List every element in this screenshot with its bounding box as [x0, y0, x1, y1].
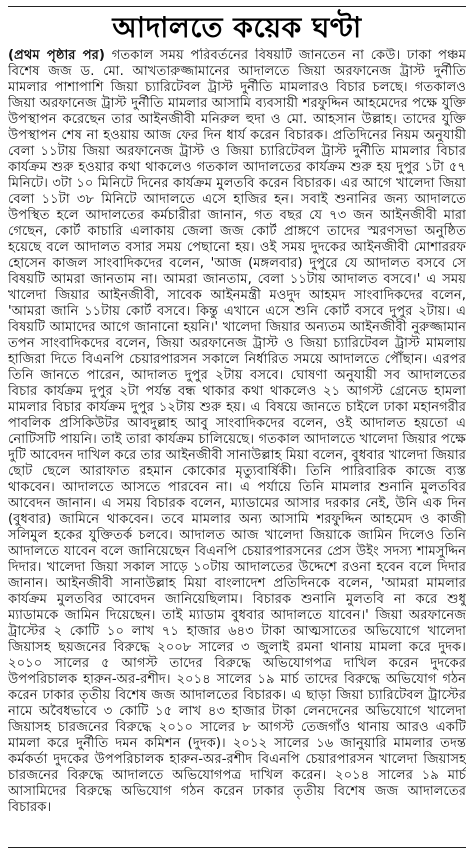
article-body [8, 48, 466, 844]
bottom-rule [8, 847, 466, 848]
continued-from-label: (প্রথম পৃষ্ঠার পর) [8, 48, 105, 63]
top-rule [8, 6, 466, 7]
article-paragraph [8, 48, 466, 816]
article-text: গতকাল সময় পরিবর্তনের বিষয়টি জানতেন না কেউ। ঢাকা পঞ্চম বিশেষ জজ ড. মো. আখতারুজ্জামানের আদালতে জিয়া অরফানেজ ট্রাস্ট দুর্নীতি মামলার পাশাপাশি জিয়া চ্যারিটেবল ট্রাস্ট দুর্নীতি মামলারও বিচার চলছে। গতকালও জিয়া অরফানেজ ট্রাস্ট দুর্নীতি মামলার আসামি ব্যবসায়ী শরফুদ্দিন আহমেদের পক্ষে যুক্তি উপস্থাপন করেছেন তার আইনজীবী মনিরুল হুদা ও মো. আহসান উল্লাহ। তাদের যুক্তি উপস্থাপন শেষ না হওয়ায় আজ ফের দিন ধার্য করেন বিচারক। প্রতিদিনের নিয়ম অনুযায়ী বেলা ১১টায় জিয়া অরফানেজ ট্রাস্ট ও জিয়া চ্যারিটেবল ট্রাস্ট দুর্নীতি মামলার বিচার কার্যক্রম শুরু হওয়ার কথা থাকলেও গতকাল আদালতের কার্যক্রম শুরু হয় দুপুর ১টা ৫৭ মিনিটে। ৩টা ১০ মিনিটে দিনের কার্যক্রম মুলতবি করেন বিচারক। এর আগে খালেদা জিয়া বেলা ১১টা ৩৮ মিনিটে আদালতে এসে হাজির হন। সবাই শুনানির জন্য আদালতে উপস্থিত হলে আদালতের কর্মচারীরা জানান, গত বছর যে ৭৩ জন আইনজীবী মারা গেছেন, কোর্ট কাচারি এলাকায় জেলা জজ কোর্ট প্রাঙ্গণে তাদের স্মরণসভা অনুষ্ঠিত হয়েছে বলে আদালত বসার সময় পেছানো হয়। ওই সময় দুদকের আইনজীবী মোশাররফ হোসেন কাজল সাংবাদিকদের বলেন, 'আজ (মঙ্গলবার) দুপুরে যে আদালত বসবে সে বিষয়টি আমরা জানতাম না। আমরা জানতাম, বেলা ১১টায় আদালত বসবে।' এ সময় খালেদা জিয়ার আইনজীবী, সাবেক আইনমন্ত্রী মওদুদ আহমদ সাংবাদিকদের বলেন, 'আমরা জানি ১১টায় কোর্ট বসবে। কিন্তু এখানে এসে শুনি কোর্ট বসবে দুপুর ২টায়। এ বিষয়টি আমাদের আগে জানানো হয়নি।' খালেদা জিয়ার অন্যতম আইনজীবী নুরুজ্জামান তপন সাংবাদিকদের বলেন, জিয়া অরফানেজ ট্রাস্ট ও জিয়া চ্যারিটেবল ট্রাস্ট মামলায় হাজিরা দিতে বিএনপি চেয়ারপারসন সকালে নির্ধারিত সময়ে আদালতে পৌঁছান। এরপর তিনি জানতে পারেন, আদালত দুপুর ২টায় বসবে। ঘোষণা অনুযায়ী সব আদালতের বিচার কার্যক্রম দুপুর ২টা পর্যন্ত বন্ধ থাকার কথা থাকলেও ২১ আগস্ট গ্রেনেড হামলা মামলার বিচার কার্যক্রম দুপুর ১২টায় শুরু হয়। এ বিষয়ে জানতে চাইলে ঢাকা মহানগরীর পাবলিক প্রসিকিউটর আবদুল্লাহ আবু সাংবাদিকদের বলেন, ওই আদালত হয়তো এ নোটিসটি পায়নি। তাই তারা কার্যক্রম চালিয়েছে। গতকাল আদালতে খালেদা জিয়ার পক্ষে দুটি আবেদন দাখিল করে তার আইনজীবী সানাউল্লাহ মিয়া বলেন, বুধবার খালেদা জিয়ার ছোট ছেলে আরাফাত রহমান কোকোর মৃত্যুবার্ষিকী। তিনি পারিবারিক কাজে ব্যস্ত থাকবেন। আদালতে আসতে পারবেন না। এ পর্যায়ে তিনি মামলার শুনানি মুলতবির আবেদন জানান। এ সময় বিচারক বলেন, ম্যাডামের আসার দরকার নেই, উনি এক দিন (বুধবার) জামিনে থাকবেন। তবে মামলার অন্য আসামি শরফুদ্দিন আহমেদ ও কাজী সলিমুল হকের যুক্তিতর্ক চলবে। আদালত আজ খালেদা জিয়াকে জামিন দিলেও তিনি আদালতে যাবেন বলে জানিয়েছেন বিএনপি চেয়ারপারসনের প্রেস উইং সদস্য শামসুদ্দিন দিদার। খালেদা জিয়া সকাল সাড়ে ১০টায় আদালতের উদ্দেশে রওনা হবেন বলে দিদার জানান। আইনজীবী সানাউল্লাহ মিয়া বাংলাদেশ প্রতিদিনকে বলেন, 'আমরা মামলার কার্যক্রম মুলতবির আবেদন জানিয়েছিলাম। বিচারক শুনানি মুলতবি না করে শুধু ম্যাডামকে জামিন দিয়েছেন। তাই ম্যাডাম বুধবার আদালতে যাবেন।' জিয়া অরফানেজ ট্রাস্টের ২ কোটি ১০ লাখ ৭১ হাজার ৬৪৩ টাকা আত্মসাতের অভিযোগে খালেদা জিয়াসহ ছয়জনের বিরুদ্ধে ২০০৮ সালের ৩ জুলাই রমনা থানায় মামলা করে দুদক। ২০১০ সালের ৫ আগস্ট তাদের বিরুদ্ধে অভিযোগপত্র দাখিল করেন দুদকের উপপরিচালক হারুন-অর-রশীদ। ২০১৪ সালের ১৯ মার্চ তাদের বিরুদ্ধে অভিযোগ গঠন করেন ঢাকার তৃতীয় বিশেষ জজ আদালতের বিচারক। এ ছাড়া জিয়া চ্যারিটেবল ট্রাস্টের নামে অবৈধভাবে ৩ কোটি ১৫ লাখ ৪৩ হাজার টাকা লেনদেনের অভিযোগে খালেদা জিয়াসহ চারজনের বিরুদ্ধে ২০১০ সালের ৮ আগস্ট তেজগাঁও থানায় আরও একটি মামলা করে দুর্নীতি দমন কমিশন (দুদক)। ২০১২ সালের ১৬ জানুয়ারি মামলার তদন্ত কর্মকর্তা দুদকের উপপরিচালক হারুন-অর-রশীদ বিএনপি চেয়ারপারসন খালেদা জিয়াসহ চারজনের বিরুদ্ধে আদালতে অভিযোগপত্র দাখিল করেন। ২০১৪ সালের ১৯ মার্চ আসামিদের বিরুদ্ধে অভিযোগ গঠন করেন ঢাকার তৃতীয় বিশেষ জজ আদালতের বিচারক। [8, 48, 466, 815]
article-headline: আদালতে কয়েক ঘণ্টা [112, 11, 362, 44]
